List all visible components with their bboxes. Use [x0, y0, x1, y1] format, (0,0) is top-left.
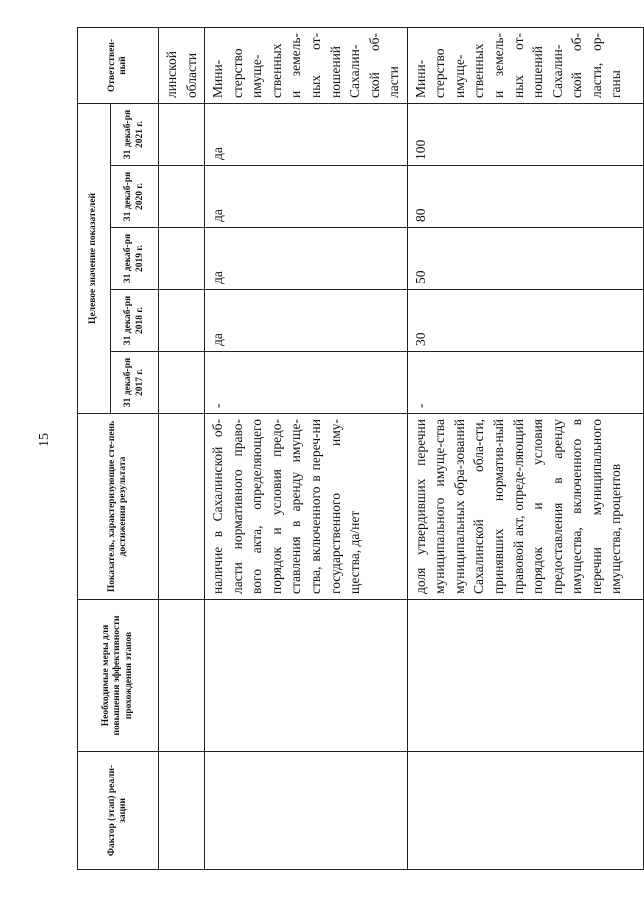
header-year: 31 декаб-ря 2018 г. — [111, 290, 159, 352]
cell-factor — [205, 752, 408, 870]
cell-value: да — [205, 166, 408, 228]
target-indicators-table — [77, 27, 644, 870]
header-row — [78, 28, 111, 870]
table-row — [159, 28, 205, 870]
header-year: 31 декаб-ря 2019 г. — [111, 228, 159, 290]
cell-value: да — [205, 290, 408, 352]
cell-indicator: наличие в Сахалинской об-ласти нормативного право-вого акта, определяющего порядок и условия предо-ставления в аренду имуще-ства, включенного в переч-ни государственного иму-щества, да/нет — [205, 414, 408, 600]
cell-value — [159, 228, 205, 290]
cell-indicator — [159, 414, 205, 600]
cell-factor — [159, 752, 205, 870]
header-year: 31 декаб-ря 2020 г. — [111, 166, 159, 228]
cell-indicator: доля утвердивших перечни муниципального имуще-ства муниципальных обра-зований Сахалинской обла-сти, принявших норматив-ный правовой акт, опреде-ляющий порядок и условия предоставления в аренду имущества, включенного в перечни муниципального имущества, процентов — [407, 414, 643, 600]
header-target-values: Целевое значение показателей — [78, 104, 111, 414]
cell-value: да — [205, 104, 408, 166]
cell-value: 100 — [407, 104, 643, 166]
cell-measures — [159, 600, 205, 752]
cell-responsible: линской области — [159, 28, 205, 104]
cell-responsible: Мини-стерство имуще-ственных и земель-ных от-ношений Сахалин-ской об-ласти, ор-ганы — [407, 28, 643, 104]
cell-value — [159, 290, 205, 352]
header-indicator: Показатель, характеризующие сте-пень достижения результата — [78, 414, 159, 600]
cell-value: 80 — [407, 166, 643, 228]
cell-value: да — [205, 228, 408, 290]
cell-value: - — [407, 352, 643, 414]
header-responsible: Ответствен-ный — [78, 28, 159, 104]
cell-measures — [407, 600, 643, 752]
header-year: 31 декаб-ря 2017 г. — [111, 352, 159, 414]
page-number: 15 — [37, 433, 52, 447]
header-year: 31 декаб-ря 2021 г. — [111, 104, 159, 166]
cell-value: 30 — [407, 290, 643, 352]
table-row — [407, 28, 643, 870]
header-factor: Фактор (этап) реали-зации — [78, 752, 159, 870]
cell-responsible: Мини-стерство имуще-ственных и земель-ных от-ношений Сахалин-ской об-ласти — [205, 28, 408, 104]
cell-value: 50 — [407, 228, 643, 290]
rotated-table-area — [77, 28, 624, 870]
cell-value — [159, 352, 205, 414]
cell-value: - — [205, 352, 408, 414]
cell-measures — [205, 600, 408, 752]
header-measures: Необходимые меры для повышения эффективности прохождения этапов — [78, 600, 159, 752]
cell-value — [159, 104, 205, 166]
cell-value — [159, 166, 205, 228]
table-row — [205, 28, 408, 870]
cell-factor — [407, 752, 643, 870]
